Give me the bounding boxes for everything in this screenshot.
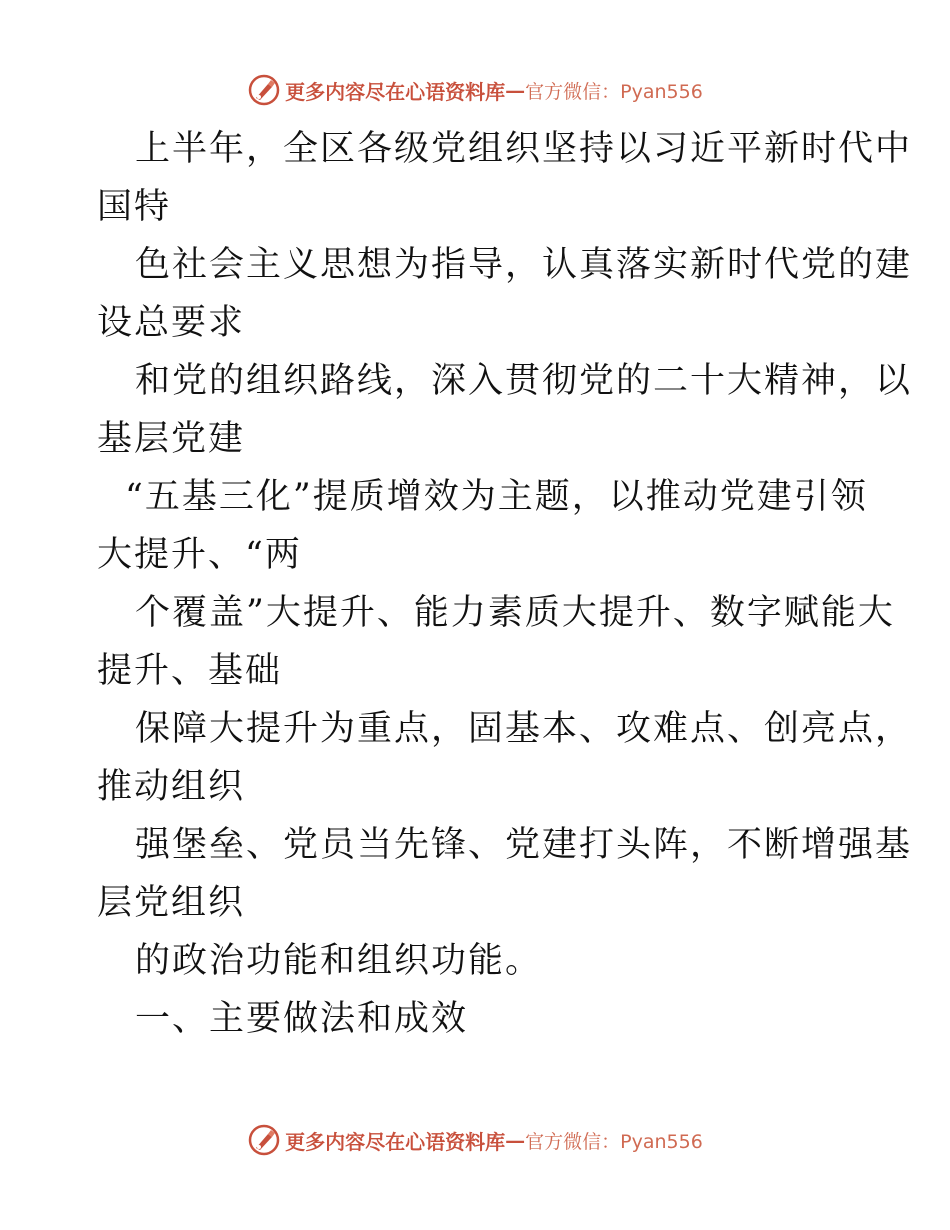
- banner-separator: —: [505, 1128, 526, 1152]
- section-heading: 一、主要做法和成效: [135, 999, 469, 1039]
- paragraph-line: 层党组织: [97, 883, 246, 923]
- paragraph-line: 提升、基础: [97, 651, 283, 691]
- banner-wechat-text: 官方微信：Pyan556: [525, 80, 703, 103]
- paragraph-line: 强堡垒、党员当先锋、党建打头阵，不断增强基: [135, 825, 913, 865]
- footer-banner: [0, 1120, 950, 1160]
- banner-separator: —: [505, 78, 526, 102]
- paragraph-line: 基层党建: [97, 419, 246, 459]
- paragraph-line: 国特: [97, 187, 172, 227]
- paragraph-line: 的政治功能和组织功能。: [135, 941, 543, 981]
- document-body: [97, 120, 913, 1048]
- banner-wechat-text: 官方微信：Pyan556: [525, 1130, 703, 1153]
- paragraph-line: 大提升、“两: [97, 535, 302, 575]
- pen-nib-logo-icon: [247, 1123, 281, 1157]
- pen-nib-logo-icon: [247, 73, 281, 107]
- paragraph-line: “五基三化”提质增效为主题，以推动党建引领: [125, 477, 868, 517]
- paragraph-line: 保障大提升为重点，固基本、攻难点、创亮点，: [135, 709, 913, 749]
- paragraph-line: 色社会主义思想为指导，认真落实新时代党的建: [135, 245, 913, 285]
- banner-main-text: 更多内容尽在心语资料库: [285, 79, 506, 104]
- paragraph-line: 设总要求: [97, 303, 246, 343]
- paragraph-line: 个覆盖”大提升、能力素质大提升、数字赋能大: [135, 593, 895, 633]
- banner-main-text: 更多内容尽在心语资料库: [285, 1129, 506, 1154]
- paragraph-line: 推动组织: [97, 767, 246, 807]
- paragraph-line: 和党的组织路线，深入贯彻党的二十大精神，以: [135, 361, 913, 401]
- header-banner: [0, 70, 950, 110]
- paragraph-line: 上半年，全区各级党组织坚持以习近平新时代中: [135, 129, 913, 169]
